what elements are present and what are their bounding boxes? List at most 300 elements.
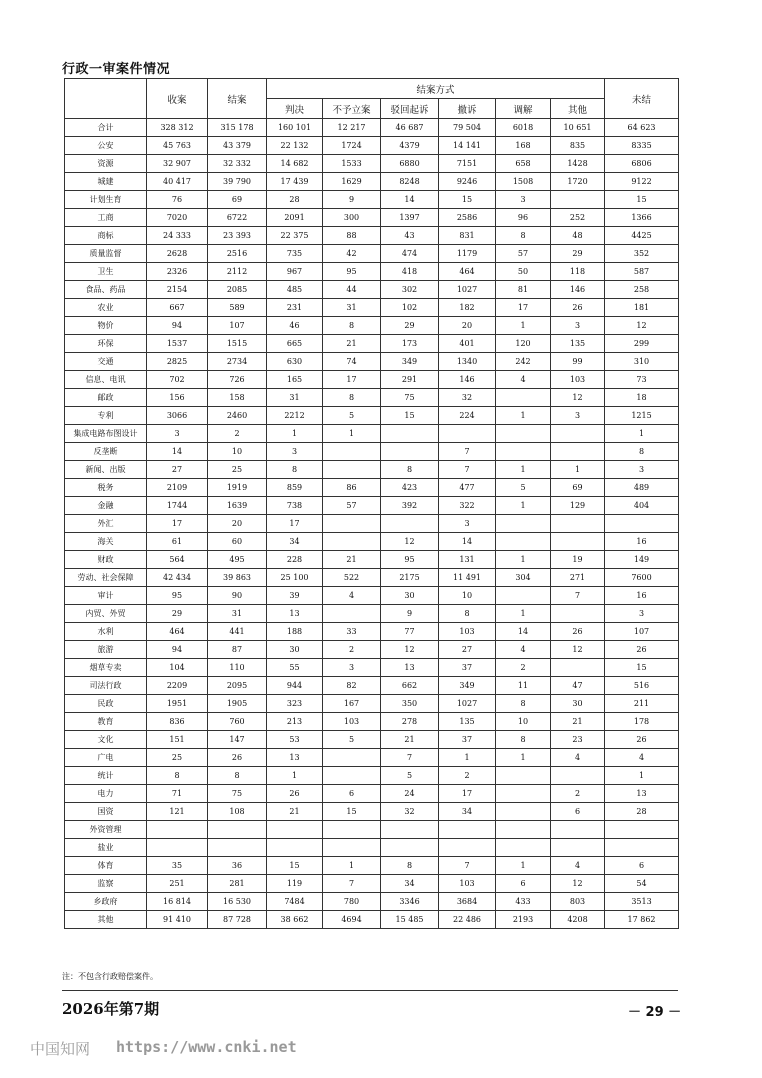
table-row <box>65 425 679 443</box>
cell-qita: 146 <box>551 281 605 299</box>
cell-weijie: 26 <box>605 641 679 659</box>
cell-qita: 129 <box>551 497 605 515</box>
row-label: 财政 <box>65 551 147 569</box>
cell-chesu: 224 <box>439 407 496 425</box>
cell-weijie <box>605 839 679 857</box>
cell-qita: 135 <box>551 335 605 353</box>
cell-buyu-lian: 86 <box>323 479 381 497</box>
cell-qita: 1720 <box>551 173 605 191</box>
cell-chesu <box>439 425 496 443</box>
cell-shou-an: 29 <box>147 605 208 623</box>
cell-buyu-lian: 6 <box>323 785 381 803</box>
cell-shou-an: 95 <box>147 587 208 605</box>
cell-qita <box>551 515 605 533</box>
cell-chesu: 14 141 <box>439 137 496 155</box>
cell-shou-an: 2154 <box>147 281 208 299</box>
cell-chesu <box>439 839 496 857</box>
cell-qita <box>551 839 605 857</box>
cell-jie-an: 36 <box>208 857 267 875</box>
cell-panjue: 17 439 <box>267 173 323 191</box>
cell-bohui-qisu: 77 <box>381 623 439 641</box>
cell-chesu: 7151 <box>439 155 496 173</box>
row-label: 城建 <box>65 173 147 191</box>
cell-bohui-qisu: 95 <box>381 551 439 569</box>
cell-chesu: 3 <box>439 515 496 533</box>
header-buyu-lian: 不予立案 <box>323 99 381 119</box>
cell-weijie: 4 <box>605 749 679 767</box>
cell-shou-an: 151 <box>147 731 208 749</box>
table-row <box>65 119 679 137</box>
cell-qita: 4 <box>551 749 605 767</box>
cell-qita: 271 <box>551 569 605 587</box>
cell-shou-an: 91 410 <box>147 911 208 929</box>
row-label: 集成电路布图设计 <box>65 425 147 443</box>
cell-jie-an: 1905 <box>208 695 267 713</box>
cell-qita: 118 <box>551 263 605 281</box>
cell-tiaojie <box>496 839 551 857</box>
cell-qita: 29 <box>551 245 605 263</box>
cell-qita: 26 <box>551 623 605 641</box>
cell-panjue: 165 <box>267 371 323 389</box>
cell-buyu-lian: 2 <box>323 641 381 659</box>
cell-qita: 99 <box>551 353 605 371</box>
cell-tiaojie: 1 <box>496 749 551 767</box>
cell-bohui-qisu: 75 <box>381 389 439 407</box>
cell-jie-an: 2734 <box>208 353 267 371</box>
cell-jie-an: 8 <box>208 767 267 785</box>
cell-buyu-lian: 95 <box>323 263 381 281</box>
cell-bohui-qisu: 1397 <box>381 209 439 227</box>
cell-panjue: 13 <box>267 749 323 767</box>
cell-weijie: 1 <box>605 425 679 443</box>
cell-shou-an: 2628 <box>147 245 208 263</box>
cell-shou-an: 45 763 <box>147 137 208 155</box>
cell-shou-an: 156 <box>147 389 208 407</box>
cell-jie-an: 16 530 <box>208 893 267 911</box>
cell-panjue: 485 <box>267 281 323 299</box>
row-label: 质量监督 <box>65 245 147 263</box>
cell-qita: 69 <box>551 479 605 497</box>
cell-panjue: 1 <box>267 425 323 443</box>
cell-qita <box>551 821 605 839</box>
cell-bohui-qisu: 3346 <box>381 893 439 911</box>
cell-qita: 6 <box>551 803 605 821</box>
cell-tiaojie <box>496 425 551 443</box>
table-row <box>65 569 679 587</box>
header-bohui-qisu: 驳回起诉 <box>381 99 439 119</box>
cell-weijie: 516 <box>605 677 679 695</box>
row-label: 国资 <box>65 803 147 821</box>
cell-buyu-lian: 7 <box>323 875 381 893</box>
row-label: 专利 <box>65 407 147 425</box>
cell-chesu: 464 <box>439 263 496 281</box>
cell-jie-an: 108 <box>208 803 267 821</box>
table-row <box>65 443 679 461</box>
cell-jie-an: 87 728 <box>208 911 267 929</box>
row-label: 统计 <box>65 767 147 785</box>
cell-panjue: 119 <box>267 875 323 893</box>
cell-chesu: 17 <box>439 785 496 803</box>
cell-jie-an: 147 <box>208 731 267 749</box>
table-row <box>65 317 679 335</box>
cell-bohui-qisu: 5 <box>381 767 439 785</box>
cell-jie-an: 25 <box>208 461 267 479</box>
cell-shou-an: 667 <box>147 299 208 317</box>
row-label: 盐业 <box>65 839 147 857</box>
cell-panjue: 17 <box>267 515 323 533</box>
header-chesu: 撤诉 <box>439 99 496 119</box>
cell-weijie: 73 <box>605 371 679 389</box>
table-row <box>65 605 679 623</box>
row-label: 监察 <box>65 875 147 893</box>
cell-weijie: 18 <box>605 389 679 407</box>
cell-buyu-lian <box>323 443 381 461</box>
row-label: 工商 <box>65 209 147 227</box>
cell-shou-an: 27 <box>147 461 208 479</box>
cell-tiaojie: 11 <box>496 677 551 695</box>
row-label: 资源 <box>65 155 147 173</box>
cell-chesu: 8 <box>439 605 496 623</box>
watermark-url: https://www.cnki.net <box>116 1038 297 1056</box>
table-row <box>65 821 679 839</box>
cell-buyu-lian: 5 <box>323 407 381 425</box>
cell-qita: 252 <box>551 209 605 227</box>
cell-qita: 12 <box>551 641 605 659</box>
cell-jie-an: 281 <box>208 875 267 893</box>
table-row <box>65 245 679 263</box>
cell-buyu-lian: 74 <box>323 353 381 371</box>
cell-tiaojie <box>496 443 551 461</box>
cell-panjue: 231 <box>267 299 323 317</box>
cell-shou-an: 14 <box>147 443 208 461</box>
cell-bohui-qisu: 474 <box>381 245 439 263</box>
table-row <box>65 803 679 821</box>
cell-tiaojie: 50 <box>496 263 551 281</box>
cell-shou-an: 71 <box>147 785 208 803</box>
cell-jie-an: 90 <box>208 587 267 605</box>
cell-panjue: 25 100 <box>267 569 323 587</box>
cell-qita <box>551 767 605 785</box>
table-row <box>65 335 679 353</box>
cell-weijie: 8 <box>605 443 679 461</box>
cell-qita <box>551 425 605 443</box>
cell-tiaojie <box>496 389 551 407</box>
cell-qita: 835 <box>551 137 605 155</box>
cell-weijie: 211 <box>605 695 679 713</box>
cell-qita: 23 <box>551 731 605 749</box>
table-row <box>65 857 679 875</box>
cell-qita: 4 <box>551 857 605 875</box>
cell-bohui-qisu: 173 <box>381 335 439 353</box>
cell-weijie <box>605 821 679 839</box>
cell-shou-an: 328 312 <box>147 119 208 137</box>
table-row <box>65 911 679 929</box>
cell-chesu: 1027 <box>439 695 496 713</box>
table-row <box>65 839 679 857</box>
table-row <box>65 515 679 533</box>
cell-panjue: 46 <box>267 317 323 335</box>
cell-panjue: 228 <box>267 551 323 569</box>
cell-bohui-qisu: 662 <box>381 677 439 695</box>
cell-chesu: 14 <box>439 533 496 551</box>
cell-shou-an: 464 <box>147 623 208 641</box>
header-tiaojie: 调解 <box>496 99 551 119</box>
cell-panjue: 160 101 <box>267 119 323 137</box>
cell-chesu: 103 <box>439 623 496 641</box>
table-row <box>65 407 679 425</box>
cell-jie-an: 69 <box>208 191 267 209</box>
cell-shou-an: 94 <box>147 317 208 335</box>
cell-tiaojie: 1 <box>496 605 551 623</box>
cell-shou-an: 25 <box>147 749 208 767</box>
cell-panjue: 944 <box>267 677 323 695</box>
cell-jie-an: 1515 <box>208 335 267 353</box>
cell-weijie: 15 <box>605 659 679 677</box>
cell-bohui-qisu: 2175 <box>381 569 439 587</box>
row-label: 食品、药品 <box>65 281 147 299</box>
header-blank <box>65 79 147 119</box>
cell-chesu: 182 <box>439 299 496 317</box>
cell-chesu: 32 <box>439 389 496 407</box>
cell-tiaojie: 4 <box>496 641 551 659</box>
cell-bohui-qisu: 278 <box>381 713 439 731</box>
cell-buyu-lian: 1724 <box>323 137 381 155</box>
cell-buyu-lian: 15 <box>323 803 381 821</box>
cell-chesu: 7 <box>439 461 496 479</box>
cell-panjue: 2212 <box>267 407 323 425</box>
cell-shou-an: 2326 <box>147 263 208 281</box>
row-label: 旅游 <box>65 641 147 659</box>
cell-jie-an: 32 332 <box>208 155 267 173</box>
cell-bohui-qisu: 29 <box>381 317 439 335</box>
cell-tiaojie: 8 <box>496 731 551 749</box>
cell-jie-an: 23 393 <box>208 227 267 245</box>
cell-panjue: 34 <box>267 533 323 551</box>
row-label: 公安 <box>65 137 147 155</box>
cell-panjue: 967 <box>267 263 323 281</box>
cell-tiaojie: 1 <box>496 461 551 479</box>
cell-buyu-lian: 8 <box>323 389 381 407</box>
cell-chesu: 135 <box>439 713 496 731</box>
cell-chesu: 37 <box>439 731 496 749</box>
cell-buyu-lian: 1533 <box>323 155 381 173</box>
cell-buyu-lian <box>323 839 381 857</box>
cell-weijie: 9122 <box>605 173 679 191</box>
cell-weijie <box>605 515 679 533</box>
cell-buyu-lian: 8 <box>323 317 381 335</box>
cell-bohui-qisu: 12 <box>381 533 439 551</box>
cell-panjue: 22 132 <box>267 137 323 155</box>
cell-bohui-qisu: 7 <box>381 749 439 767</box>
cell-shou-an: 8 <box>147 767 208 785</box>
cell-weijie: 6 <box>605 857 679 875</box>
cell-panjue: 735 <box>267 245 323 263</box>
cell-qita: 1428 <box>551 155 605 173</box>
cell-panjue <box>267 821 323 839</box>
cell-chesu: 11 491 <box>439 569 496 587</box>
cell-chesu: 831 <box>439 227 496 245</box>
header-jie-an-fangshi: 结案方式 <box>267 79 605 99</box>
cell-buyu-lian: 44 <box>323 281 381 299</box>
cell-jie-an: 2095 <box>208 677 267 695</box>
cell-buyu-lian: 103 <box>323 713 381 731</box>
cell-qita <box>551 191 605 209</box>
cell-bohui-qisu: 8248 <box>381 173 439 191</box>
cell-panjue <box>267 839 323 857</box>
cell-weijie: 587 <box>605 263 679 281</box>
cell-panjue: 53 <box>267 731 323 749</box>
cell-panjue: 665 <box>267 335 323 353</box>
cell-weijie: 404 <box>605 497 679 515</box>
cell-shou-an: 702 <box>147 371 208 389</box>
cell-panjue: 15 <box>267 857 323 875</box>
cell-shou-an: 16 814 <box>147 893 208 911</box>
row-label: 商标 <box>65 227 147 245</box>
cell-weijie: 489 <box>605 479 679 497</box>
cell-shou-an: 76 <box>147 191 208 209</box>
cell-bohui-qisu: 102 <box>381 299 439 317</box>
cell-buyu-lian: 88 <box>323 227 381 245</box>
cell-weijie: 178 <box>605 713 679 731</box>
cell-jie-an: 2516 <box>208 245 267 263</box>
cell-chesu: 3684 <box>439 893 496 911</box>
row-label: 水利 <box>65 623 147 641</box>
table-row <box>65 893 679 911</box>
row-label: 其他 <box>65 911 147 929</box>
cell-weijie: 1215 <box>605 407 679 425</box>
cell-weijie: 6806 <box>605 155 679 173</box>
cell-chesu: 37 <box>439 659 496 677</box>
cell-shou-an: 1537 <box>147 335 208 353</box>
cell-tiaojie: 242 <box>496 353 551 371</box>
cell-chesu: 401 <box>439 335 496 353</box>
cell-bohui-qisu: 291 <box>381 371 439 389</box>
cell-shou-an: 7020 <box>147 209 208 227</box>
cell-shou-an: 1744 <box>147 497 208 515</box>
cell-buyu-lian <box>323 461 381 479</box>
table-row <box>65 227 679 245</box>
cell-bohui-qisu <box>381 839 439 857</box>
cell-chesu: 20 <box>439 317 496 335</box>
cell-tiaojie <box>496 803 551 821</box>
cell-bohui-qisu <box>381 515 439 533</box>
cell-tiaojie: 81 <box>496 281 551 299</box>
cell-tiaojie: 1 <box>496 407 551 425</box>
row-label: 反垄断 <box>65 443 147 461</box>
cell-bohui-qisu: 34 <box>381 875 439 893</box>
cell-tiaojie: 168 <box>496 137 551 155</box>
table-title: 行政一审案件情况 <box>62 62 171 77</box>
cell-bohui-qisu: 15 485 <box>381 911 439 929</box>
cell-weijie: 107 <box>605 623 679 641</box>
cell-jie-an: 315 178 <box>208 119 267 137</box>
cell-tiaojie: 120 <box>496 335 551 353</box>
cell-tiaojie <box>496 515 551 533</box>
table-row <box>65 785 679 803</box>
cell-qita: 12 <box>551 389 605 407</box>
cell-bohui-qisu: 302 <box>381 281 439 299</box>
table-row <box>65 587 679 605</box>
cell-buyu-lian: 9 <box>323 191 381 209</box>
cell-tiaojie: 3 <box>496 191 551 209</box>
row-label: 外资管理 <box>65 821 147 839</box>
cell-bohui-qisu: 21 <box>381 731 439 749</box>
header-panjue: 判决 <box>267 99 323 119</box>
cell-buyu-lian <box>323 605 381 623</box>
cell-bohui-qisu: 8 <box>381 857 439 875</box>
cell-buyu-lian: 82 <box>323 677 381 695</box>
table-row <box>65 713 679 731</box>
header-weijie: 未结 <box>605 79 679 119</box>
row-label: 海关 <box>65 533 147 551</box>
cell-buyu-lian: 1629 <box>323 173 381 191</box>
cell-panjue: 39 <box>267 587 323 605</box>
cell-panjue: 55 <box>267 659 323 677</box>
cell-bohui-qisu: 12 <box>381 641 439 659</box>
cell-shou-an: 251 <box>147 875 208 893</box>
cell-panjue: 188 <box>267 623 323 641</box>
cell-chesu: 477 <box>439 479 496 497</box>
cell-chesu: 1027 <box>439 281 496 299</box>
cell-tiaojie: 433 <box>496 893 551 911</box>
cell-shou-an: 42 434 <box>147 569 208 587</box>
cell-qita: 10 651 <box>551 119 605 137</box>
cell-shou-an <box>147 839 208 857</box>
cell-chesu: 349 <box>439 677 496 695</box>
cell-buyu-lian: 1 <box>323 857 381 875</box>
cell-shou-an: 836 <box>147 713 208 731</box>
cell-weijie: 149 <box>605 551 679 569</box>
cell-jie-an: 1919 <box>208 479 267 497</box>
cell-shou-an <box>147 821 208 839</box>
cell-buyu-lian <box>323 533 381 551</box>
table-row <box>65 677 679 695</box>
cell-jie-an: 20 <box>208 515 267 533</box>
header-jie-an: 结案 <box>208 79 267 119</box>
cell-weijie: 1 <box>605 767 679 785</box>
cell-tiaojie: 57 <box>496 245 551 263</box>
cell-bohui-qisu: 15 <box>381 407 439 425</box>
row-label: 计划生育 <box>65 191 147 209</box>
cell-qita: 21 <box>551 713 605 731</box>
page-number: － 29 － <box>628 1005 682 1020</box>
cell-chesu: 22 486 <box>439 911 496 929</box>
cell-chesu: 103 <box>439 875 496 893</box>
cell-tiaojie: 96 <box>496 209 551 227</box>
table-row <box>65 533 679 551</box>
cell-shou-an: 32 907 <box>147 155 208 173</box>
cell-jie-an: 726 <box>208 371 267 389</box>
row-label: 广电 <box>65 749 147 767</box>
cell-qita: 3 <box>551 317 605 335</box>
cell-qita <box>551 443 605 461</box>
table-row <box>65 281 679 299</box>
row-label: 体育 <box>65 857 147 875</box>
cell-bohui-qisu: 32 <box>381 803 439 821</box>
cell-buyu-lian: 17 <box>323 371 381 389</box>
cell-qita: 7 <box>551 587 605 605</box>
cell-weijie: 17 862 <box>605 911 679 929</box>
cell-shou-an: 121 <box>147 803 208 821</box>
cell-weijie: 3 <box>605 461 679 479</box>
table-row <box>65 659 679 677</box>
cell-panjue: 630 <box>267 353 323 371</box>
cell-jie-an: 589 <box>208 299 267 317</box>
table-row <box>65 155 679 173</box>
row-label: 民政 <box>65 695 147 713</box>
cell-shou-an: 17 <box>147 515 208 533</box>
cell-weijie: 258 <box>605 281 679 299</box>
